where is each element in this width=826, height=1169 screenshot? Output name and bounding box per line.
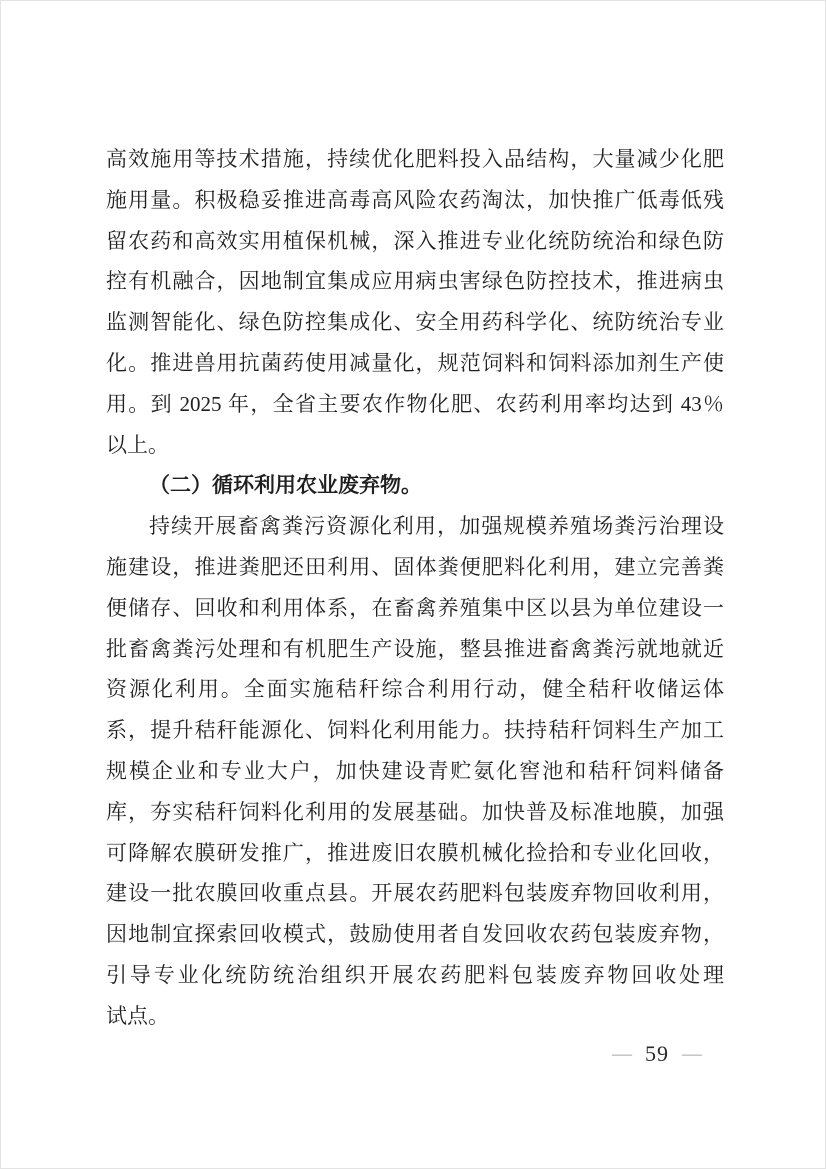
paragraph-first-line: 持续开展畜禽粪污资源化利用，加强规模养殖场粪污治理设	[149, 514, 724, 539]
section-heading: （二）循环利用农业废弃物。	[149, 473, 422, 498]
text-line: 规模企业和专业大户，加快建设青贮氨化窖池和秸秆饲料储备	[106, 758, 724, 783]
text-line: 引导专业化统防统治组织开展农药肥料包装废弃物回收处理	[106, 962, 724, 987]
text-block	[106, 139, 724, 1037]
text-line: 可降解农膜研发推广，推进废旧农膜机械化捡拾和专业化回收，	[106, 840, 724, 865]
text-line: 资源化利用。全面实施秸秆综合利用行动，健全秸秆收储运体	[106, 677, 724, 702]
text-line: 施用量。积极稳妥推进高毒高风险农药淘汰，加快推广低毒低残	[106, 187, 724, 212]
text-line: 施建设，推进粪肥还田利用、固体粪便肥料化利用，建立完善粪	[106, 554, 724, 579]
text-line: 库，夯实秸秆饲料化利用的发展基础。加快普及标准地膜，加强	[106, 799, 724, 824]
text-line: 留农药和高效实用植保机械，深入推进专业化统防统治和绿色防	[106, 228, 724, 253]
page-number-value: 59	[645, 1041, 669, 1066]
text-line: 高效施用等技术措施，持续优化肥料投入品结构，大量减少化肥	[106, 147, 724, 171]
text-line: 用。到 2025 年，全省主要农作物化肥、农药利用率均达到 43％	[106, 391, 724, 416]
page-number-dash-left: —	[612, 1045, 632, 1063]
text-line: 便储存、回收和利用体系，在畜禽养殖集中区以县为单位建设一	[106, 595, 724, 620]
paragraph-end-line: 试点。	[106, 1003, 169, 1028]
text-line: 批畜禽粪污处理和有机肥生产设施，整县推进畜禽粪污就地就近	[106, 636, 724, 661]
text-line: 建设一批农膜回收重点县。开展农药肥料包装废弃物回收利用，	[106, 881, 724, 906]
page-number	[599, 1039, 715, 1069]
text-line: 因地制宜探索回收模式，鼓励使用者自发回收农药包装废弃物，	[106, 922, 724, 947]
paragraph-end-line: 以上。	[106, 432, 169, 457]
text-line: 监测智能化、绿色防控集成化、安全用药科学化、统防统治专业	[106, 310, 724, 335]
page-number-dash-right: —	[682, 1045, 702, 1063]
text-line: 化。推进兽用抗菌药使用减量化，规范饲料和饲料添加剂生产使	[106, 350, 724, 375]
text-line: 系，提升秸秆能源化、饲料化利用能力。扶持秸秆饲料生产加工	[106, 718, 724, 743]
text-line: 控有机融合，因地制宜集成应用病虫害绿色防控技术，推进病虫	[106, 269, 724, 294]
